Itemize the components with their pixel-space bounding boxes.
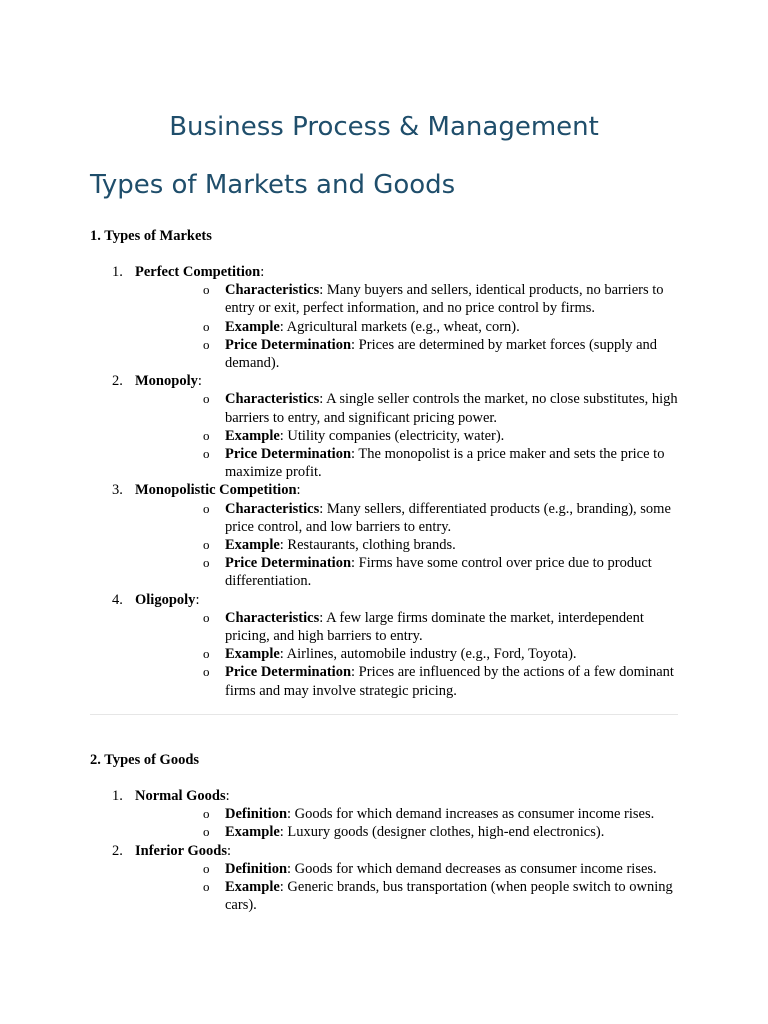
list-item — [90, 842, 690, 915]
item-title: Inferior Goods — [135, 842, 227, 859]
sub-term: Characteristics — [225, 609, 320, 626]
sub-list-item — [135, 281, 690, 317]
sub-text: : A single seller controls the market, no close substitutes, high barriers to entry, and significant pricing power. — [225, 391, 678, 426]
sub-list-item — [135, 645, 690, 663]
item-number: 3. — [112, 482, 123, 499]
sub-term: Price Determination — [225, 664, 352, 681]
sub-term: Price Determination — [225, 555, 352, 572]
item-number: 2. — [112, 373, 123, 390]
sub-list-item — [135, 554, 690, 590]
list-item — [90, 372, 690, 481]
sub-term: Characteristics — [225, 500, 320, 517]
sub-term: Example — [225, 824, 280, 841]
list-item — [90, 787, 690, 842]
sub-text: : Utility companies (electricity, water). — [279, 427, 505, 444]
bullet-icon: o — [203, 500, 210, 516]
sub-list-item — [135, 318, 690, 336]
sub-list-item — [135, 663, 690, 699]
sub-text: : Agricultural markets (e.g., wheat, corn). — [279, 318, 520, 335]
bullet-icon: o — [203, 609, 210, 625]
item-colon: : — [197, 373, 202, 390]
sub-list-item — [135, 823, 690, 841]
document-title: Business Process & Management — [169, 112, 599, 142]
sub-text: : Generic brands, bus transportation (when people switch to owning cars). — [225, 879, 673, 914]
bullet-icon: o — [203, 336, 210, 352]
bullet-icon: o — [203, 806, 210, 822]
sub-text: : Goods for which demand decreases as consumer income rises. — [287, 860, 657, 877]
item-colon: : — [260, 264, 265, 280]
item-number: 4. — [112, 591, 123, 608]
sub-list-item — [135, 390, 690, 426]
sub-list — [135, 609, 690, 700]
sub-text: : A few large firms dominate the market, interdependent pricing, and high barriers to entry. — [225, 609, 644, 645]
item-number: 2. — [112, 842, 123, 859]
sub-list-item — [135, 878, 690, 914]
sub-term: Example — [225, 537, 280, 554]
sub-text: : Goods for which demand increases as consumer income rises. — [287, 806, 655, 823]
sub-list — [135, 390, 690, 481]
sub-term: Definition — [225, 860, 288, 877]
sub-text: : Luxury goods (designer clothes, high-end electronics). — [279, 824, 605, 841]
item-number: 1. — [112, 788, 123, 804]
bullet-icon: o — [203, 646, 210, 662]
item-title: Oligopoly — [135, 591, 196, 608]
sub-list-item — [135, 336, 690, 372]
sub-term: Example — [225, 427, 280, 444]
bullet-icon: o — [203, 824, 210, 840]
document-subtitle: Types of Markets and Goods — [90, 170, 456, 200]
sub-list-item — [135, 427, 690, 445]
sub-term: Example — [225, 646, 280, 663]
sub-list-item — [135, 805, 690, 823]
item-colon: : — [225, 788, 230, 804]
sub-text: : Prices are influenced by the actions of a few dominant firms and may involve strategic pricing. — [225, 664, 674, 699]
item-colon: : — [226, 842, 232, 859]
bullet-icon: o — [203, 282, 210, 298]
sub-text: : Many sellers, differentiated products (e.g., branding), some price control, and low barriers to entry. — [225, 500, 671, 535]
item-title: Perfect Competition — [135, 264, 261, 280]
sub-list-item — [135, 860, 690, 878]
sub-term: Characteristics — [225, 391, 320, 408]
sub-term: Price Determination — [225, 336, 352, 353]
bullet-icon: o — [203, 664, 210, 680]
sub-text: : Firms have some control over price due to product differentiation. — [225, 555, 652, 590]
item-colon: : — [195, 591, 200, 608]
section-heading-goods: 2. Types of Goods — [90, 752, 200, 768]
sub-text: : Restaurants, clothing brands. — [279, 537, 456, 554]
sub-list — [135, 281, 690, 372]
bullet-icon: o — [203, 879, 210, 895]
sub-text: : The monopolist is a price maker and sets the price to maximize profit. — [225, 446, 665, 481]
item-title: Normal Goods — [135, 788, 226, 804]
sub-list-item — [135, 609, 690, 645]
section-divider — [90, 714, 678, 715]
markets-list — [90, 263, 690, 700]
goods-list — [90, 787, 690, 914]
sub-list — [135, 805, 690, 841]
item-number: 1. — [112, 264, 123, 280]
list-item — [90, 481, 690, 590]
section-heading-markets: 1. Types of Markets — [90, 228, 212, 244]
sub-list — [135, 860, 690, 915]
bullet-icon: o — [203, 318, 210, 334]
sub-text: : Prices are determined by market forces (supply and demand). — [225, 336, 658, 372]
sub-list-item — [135, 536, 690, 554]
bullet-icon: o — [203, 860, 210, 876]
item-title: Monopolistic Competition — [135, 482, 297, 499]
sub-term: Definition — [225, 806, 288, 823]
sub-list-item — [135, 445, 690, 481]
item-title: Monopoly — [135, 373, 198, 390]
bullet-icon: o — [203, 391, 210, 407]
sub-term: Example — [225, 879, 280, 896]
sub-list-item — [135, 500, 690, 536]
list-item — [90, 263, 690, 372]
bullet-icon: o — [203, 537, 210, 553]
list-item — [90, 591, 690, 700]
bullet-icon: o — [203, 555, 210, 571]
sub-list — [135, 500, 690, 591]
bullet-icon: o — [203, 446, 210, 462]
sub-term: Price Determination — [225, 446, 352, 463]
sub-term: Example — [225, 318, 280, 335]
item-colon: : — [296, 482, 301, 499]
bullet-icon: o — [203, 427, 210, 443]
sub-text: : Many buyers and sellers, identical products, no barriers to entry or exit, perfect information, and no price control by firms. — [225, 282, 664, 317]
sub-text: : Airlines, automobile industry (e.g., Ford, Toyota). — [279, 646, 577, 663]
sub-term: Characteristics — [225, 282, 320, 299]
